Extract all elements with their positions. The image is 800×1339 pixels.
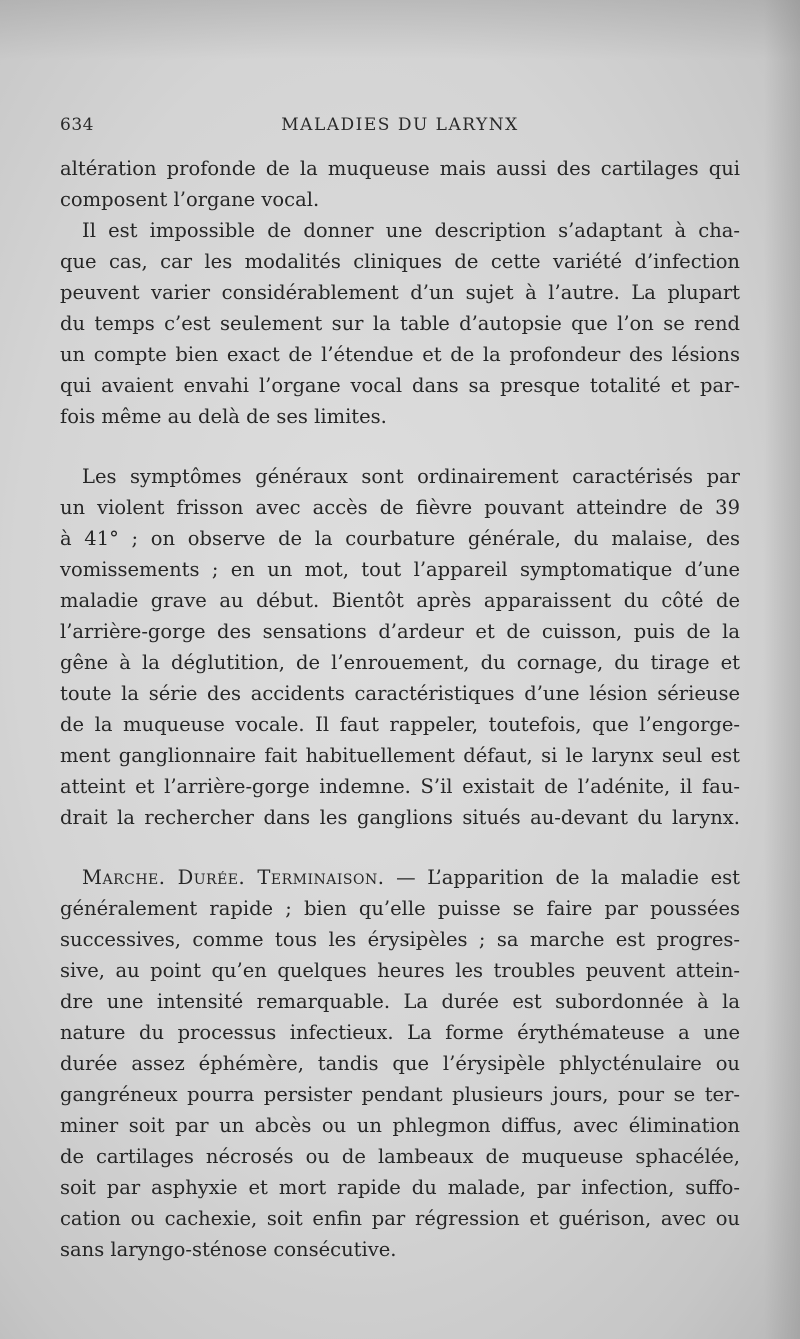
text-line: fois même au delà de ses limites. <box>60 405 387 428</box>
text-line: altération profonde de la muqueuse mais aussi des cartilages qui <box>60 157 740 180</box>
text-line: maladie grave au début. Bientôt après apparaissent du côté de <box>60 589 740 612</box>
text-line: généralement rapide ; bien qu’elle puisse se faire par poussées <box>60 897 740 920</box>
page-header <box>60 115 740 145</box>
text-line: composent l’organe vocal. <box>60 188 320 211</box>
text-line: un compte bien exact de l’étendue et de la profondeur des lésions <box>60 343 740 366</box>
text-line: sive, au point qu’en quelques heures les troubles peuvent attein- <box>60 959 740 982</box>
text-line: successives, comme tous les érysipèles ; sa marche est progres- <box>60 928 740 951</box>
text-line: miner soit par un abcès ou un phlegmon diffus, avec élimination <box>60 1114 740 1137</box>
text-line: que cas, car les modalités cliniques de cette variété d’infection <box>60 250 740 273</box>
text-line: sans laryngo-sténose consécutive. <box>60 1238 397 1261</box>
paragraph <box>60 153 740 215</box>
paragraph <box>60 215 740 432</box>
text-line: gangréneux pourra persister pendant plusieurs jours, pour se ter- <box>60 1083 740 1106</box>
text-line: drait la rechercher dans les ganglions situés au-devant du larynx. <box>60 806 740 829</box>
text-line: ment ganglionnaire fait habituellement défaut, si le larynx seul est <box>60 744 740 767</box>
text-line: qui avaient envahi l’organe vocal dans sa presque totalité et par- <box>60 374 740 397</box>
text-line: vomissements ; en un mot, tout l’appareil symptomatique d’une <box>60 558 740 581</box>
page-number: 634 <box>60 115 94 135</box>
text-line: peuvent varier considérablement d’un sujet à l’autre. La plupart <box>60 281 740 304</box>
text-line: de la muqueuse vocale. Il faut rappeler, toutefois, que l’engorge- <box>60 713 740 736</box>
text-line: à 41° ; on observe de la courbature générale, du malaise, des <box>60 527 740 550</box>
text-line: un violent frisson avec accès de fièvre pouvant atteindre de 39 <box>60 496 740 519</box>
text-line: de cartilages nécrosés ou de lambeaux de muqueuse sphacélée, <box>60 1145 740 1168</box>
text-line: Il est impossible de donner une description s’adaptant à cha- <box>82 219 740 242</box>
text-line: dre une intensité remarquable. La durée est subordonnée à la <box>60 990 740 1013</box>
paragraph <box>60 862 740 1265</box>
paragraph <box>60 461 740 833</box>
text-line: du temps c’est seulement sur la table d’autopsie que l’on se rend <box>60 312 740 335</box>
section-heading: Marche. Durée. Terminaison. <box>82 866 385 889</box>
page-body <box>60 153 740 1265</box>
text-line: toute la série des accidents caractéristiques d’une lésion sérieuse <box>60 682 740 705</box>
paragraph-gap <box>60 833 740 862</box>
text-line: Les symptômes généraux sont ordinairement caractérisés par <box>82 465 740 488</box>
text-line: gêne à la déglutition, de l’enrouement, du cornage, du tirage et <box>60 651 740 674</box>
text-fragment: — L’apparition de la maladie est <box>384 866 740 889</box>
text-line: soit par asphyxie et mort rapide du malade, par infection, suffo- <box>60 1176 740 1199</box>
text-line: cation ou cachexie, soit enfin par régression et guérison, avec ou <box>60 1207 740 1230</box>
text-line: nature du processus infectieux. La forme érythémateuse a une <box>60 1021 740 1044</box>
text-line: durée assez éphémère, tandis que l’érysipèle phlycténulaire ou <box>60 1052 740 1075</box>
text-line <box>60 862 740 893</box>
running-title: MALADIES DU LARYNX <box>281 115 519 135</box>
text-line: atteint et l’arrière-gorge indemne. S’il existait de l’adénite, il fau- <box>60 775 740 798</box>
paragraph-gap <box>60 432 740 461</box>
text-line: l’arrière-gorge des sensations d’ardeur et de cuisson, puis de la <box>60 620 740 643</box>
